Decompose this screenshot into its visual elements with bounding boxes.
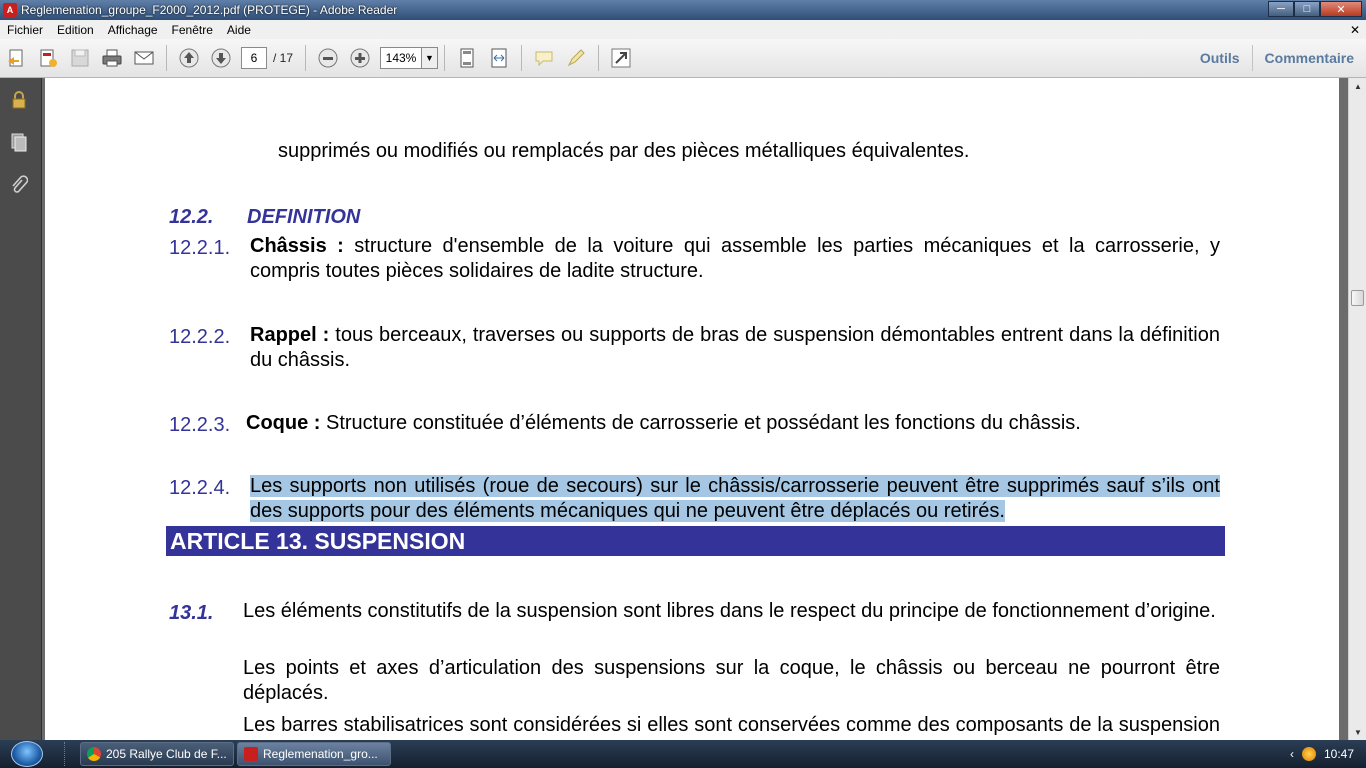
page-number-input[interactable]: 6: [241, 47, 267, 69]
toolbar-separator: [598, 45, 599, 71]
document-close-icon[interactable]: ✕: [1349, 22, 1360, 37]
item-number: 12.2.2.: [169, 326, 231, 348]
task-label: 205 Rallye Club de F...: [106, 747, 227, 761]
subsection-number: 13.1.: [169, 602, 214, 624]
menu-edition[interactable]: Edition: [57, 22, 94, 37]
subsection-paragraph: Les barres stabilisatrices sont considérées si elles sont conservées comme des composants de la suspension: [243, 714, 1220, 736]
attachment-icon[interactable]: [8, 173, 30, 197]
item-paragraph: [246, 411, 1220, 436]
highlighter-icon: [565, 47, 587, 69]
chrome-icon: [87, 747, 101, 761]
item-term: Rappel :: [250, 324, 330, 346]
page-total: / 17: [273, 51, 294, 65]
highlight-button[interactable]: [562, 44, 590, 72]
section-title: DEFINITION: [247, 206, 361, 228]
start-button[interactable]: [0, 740, 54, 768]
lock-icon[interactable]: [8, 88, 30, 112]
expand-icon: [610, 47, 632, 69]
menu-fenetre[interactable]: Fenêtre: [171, 22, 213, 37]
show-hidden-icons-button[interactable]: ‹: [1289, 747, 1294, 761]
taskbar-separator: [64, 742, 70, 766]
zoom-out-button[interactable]: [314, 44, 342, 72]
fit-width-button[interactable]: [485, 44, 513, 72]
toolbar-separator: [521, 45, 522, 71]
tools-button[interactable]: Outils: [1199, 50, 1240, 66]
window-controls: [1268, 1, 1362, 19]
save-button[interactable]: [66, 44, 94, 72]
vertical-scrollbar[interactable]: [1348, 78, 1366, 740]
toolbar-separator: [166, 45, 167, 71]
minus-icon: [317, 47, 339, 69]
fit-page-icon: [456, 47, 478, 69]
taskbar-item-chrome[interactable]: [80, 742, 234, 766]
item-term: Châssis :: [250, 235, 344, 257]
chevron-down-icon[interactable]: ▼: [422, 47, 438, 69]
item-term: Coque :: [246, 412, 321, 434]
window-title: Reglemenation_groupe_F2000_2012.pdf (PROTEGE) - Adobe Reader: [21, 3, 398, 17]
scroll-down-arrow-icon[interactable]: ▼: [1354, 727, 1362, 737]
document-viewport[interactable]: [42, 78, 1348, 740]
taskbar-item-adobe-reader[interactable]: [237, 742, 391, 766]
article-heading: ARTICLE 13. SUSPENSION: [166, 526, 1225, 556]
right-panel-buttons: [1188, 39, 1366, 77]
item-number: 12.2.3.: [169, 414, 231, 436]
task-label: Reglemenation_gro...: [263, 747, 378, 761]
navigation-panel: [0, 78, 42, 740]
menu-aide[interactable]: Aide: [226, 22, 251, 37]
clock[interactable]: 10:47: [1323, 747, 1354, 761]
envelope-icon: [133, 47, 155, 69]
toolbar-separator: [444, 45, 445, 71]
item-number: 12.2.1.: [169, 237, 231, 259]
menu-affichage[interactable]: Affichage: [107, 22, 158, 37]
subsection-paragraph: Les points et axes d’articulation des suspensions sur la coque, le châssis ou berceau ne pourront être déplacés.: [243, 657, 1220, 704]
taskbar: [0, 740, 1366, 768]
fullscreen-button[interactable]: [607, 44, 635, 72]
system-tray: [1290, 747, 1366, 761]
selection-highlight: Les supports non utilisés (roue de secours) sur le châssis/carrosserie peuvent être supprimés sauf s’ils ont des supports pour des éléments mécaniques qui ne peuvent être déplacés ou retirés.: [250, 475, 1220, 522]
zoom-select[interactable]: [380, 47, 438, 69]
minimize-button[interactable]: ─: [1268, 1, 1294, 17]
arrow-down-icon: [210, 47, 232, 69]
zoom-value[interactable]: 143%: [380, 47, 422, 69]
item-paragraph: [250, 234, 1220, 284]
arrow-up-icon: [178, 47, 200, 69]
pages-icon[interactable]: [8, 130, 30, 154]
scroll-up-arrow-icon[interactable]: ▲: [1354, 81, 1362, 91]
fit-width-icon: [488, 47, 510, 69]
item-text: tous berceaux, traverses ou supports de bras de suspension démontables entrent dans la définition du châssis.: [250, 324, 1220, 371]
menu-bar: [0, 20, 1366, 39]
create-icon: [5, 47, 27, 69]
previous-page-button[interactable]: [175, 44, 203, 72]
zoom-in-button[interactable]: [346, 44, 374, 72]
maximize-button[interactable]: □: [1294, 1, 1320, 17]
item-number: 12.2.4.: [169, 477, 231, 499]
selected-paragraph[interactable]: [250, 474, 1220, 524]
pdf-icon: [244, 747, 258, 761]
fit-page-button[interactable]: [453, 44, 481, 72]
print-button[interactable]: [98, 44, 126, 72]
comment-note-button[interactable]: [530, 44, 558, 72]
close-button[interactable]: ✕: [1320, 1, 1362, 17]
item-text: structure d'ensemble de la voiture qui assemble les parties mécaniques et la carrosserie, y compris toutes pièces solidaires de ladite structure.: [250, 235, 1220, 282]
email-button[interactable]: [130, 44, 158, 72]
scrollbar-thumb[interactable]: [1351, 290, 1364, 306]
share-pdf-button[interactable]: [34, 44, 62, 72]
next-page-button[interactable]: [207, 44, 235, 72]
comment-button[interactable]: Commentaire: [1264, 50, 1354, 66]
title-bar: [0, 0, 1366, 20]
section-number: 12.2.: [169, 206, 214, 228]
pdf-page: [45, 78, 1339, 740]
item-paragraph: [250, 323, 1220, 373]
previous-paragraph-line: supprimés ou modifiés ou remplacés par des pièces métalliques équivalentes.: [278, 140, 970, 162]
speech-bubble-icon: [533, 47, 555, 69]
toolbar: [0, 39, 1366, 78]
adobe-reader-icon: A: [3, 3, 17, 17]
tray-app-icon[interactable]: [1302, 747, 1316, 761]
windows-logo-icon: [11, 741, 43, 767]
item-text: Structure constituée d’éléments de carrosserie et possédant les fonctions du châssis.: [320, 412, 1081, 434]
share-icon: [37, 47, 59, 69]
subsection-paragraph: Les éléments constitutifs de la suspension sont libres dans le respect du principe de fonctionnement d’origine.: [243, 600, 1216, 622]
toolbar-separator: [305, 45, 306, 71]
create-pdf-button[interactable]: [2, 44, 30, 72]
menu-fichier[interactable]: Fichier: [7, 22, 44, 37]
save-icon: [69, 47, 91, 69]
print-icon: [101, 47, 123, 69]
plus-icon: [349, 47, 371, 69]
